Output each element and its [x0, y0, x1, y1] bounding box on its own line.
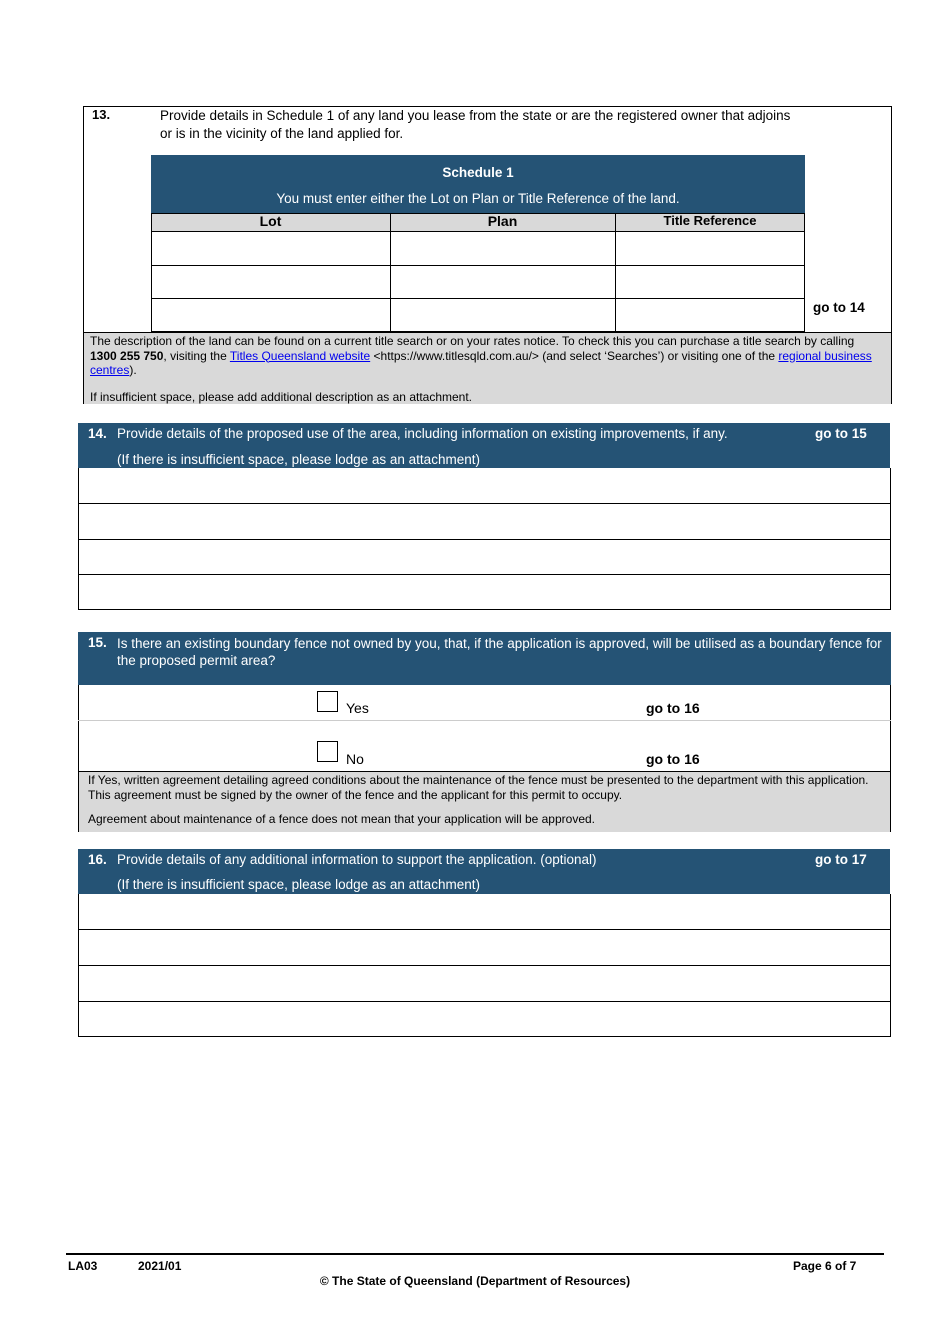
plan-input-2[interactable]: [391, 266, 614, 297]
q14-input-line-1[interactable]: [78, 468, 891, 504]
no-goto: go to 16: [646, 751, 700, 767]
q16-goto: go to 17: [815, 852, 867, 867]
q15-note-1: If Yes, written agreement detailing agreed conditions about the maintenance of the fence must be presented to the department with this application. This agreement must be signed by the owner of the fence and the applicant for this permit to occupy.: [88, 773, 869, 802]
column-plan: Plan: [487, 213, 518, 229]
q15-question: Is there an existing boundary fence not owned by you, that, if the application is approved, will be utilised as a boundary fence for the proposed permit area?: [117, 636, 882, 668]
q16-input-line-3[interactable]: [78, 966, 891, 1002]
yes-label: Yes: [346, 700, 369, 716]
q13-note-text: The description of the land can be found on a current title search or on your rates notice. To check this you can purchase a title search by calling 1300 255 750, visiting the Titles Queensland website <https://www.titlesqld.com.au/> (and select ‘Searches’) or visiting one of the regional business centres).: [90, 334, 872, 377]
plan-input-3[interactable]: [391, 299, 614, 331]
q13-number: 13.: [92, 107, 111, 122]
footer-rule: [66, 1253, 884, 1255]
no-checkbox[interactable]: [317, 741, 338, 762]
lot-input-3[interactable]: [152, 299, 389, 331]
q14-goto: go to 15: [815, 426, 867, 441]
q14-subtext: (If there is insufficient space, please lodge as an attachment): [117, 452, 480, 467]
footer-form-code: LA03: [68, 1259, 98, 1273]
regional-business-centres-link[interactable]: regional business centres: [90, 348, 872, 377]
title-reference-input-3[interactable]: [616, 299, 804, 331]
q14-input-line-2[interactable]: [78, 504, 891, 540]
q16-input-line-2[interactable]: [78, 930, 891, 966]
divider: [78, 720, 891, 721]
yes-checkbox[interactable]: [317, 691, 338, 712]
lot-input-2[interactable]: [152, 266, 389, 297]
q16-subtext: (If there is insufficient space, please lodge as an attachment): [117, 877, 480, 892]
titles-queensland-link[interactable]: Titles Queensland website: [229, 348, 371, 363]
q15-note-2: Agreement about maintenance of a fence does not mean that your application will be approved.: [88, 812, 595, 826]
q14-input-line-4[interactable]: [78, 575, 891, 609]
footer-page-number: Page 6 of 7: [793, 1259, 857, 1273]
schedule-1-subtitle: You must enter either the Lot on Plan or Title Reference of the land.: [276, 191, 680, 206]
no-label: No: [346, 751, 364, 767]
q16-number: 16.: [88, 852, 107, 867]
q14-input-line-3[interactable]: [78, 540, 891, 575]
q14-question: Provide details of the proposed use of the area, including information on existing improvements, if any.: [117, 426, 728, 441]
q13-note-2: If insufficient space, please add additional description as an attachment.: [90, 390, 473, 404]
title-reference-input-2[interactable]: [616, 266, 804, 297]
footer-version: 2021/01: [138, 1259, 182, 1273]
q13-question: Provide details in Schedule 1 of any land you lease from the state or are the registered owner that adjoins or is in the vicinity of the land applied for.: [160, 108, 791, 141]
q13-goto: go to 14: [813, 300, 865, 315]
column-lot: Lot: [259, 213, 282, 229]
column-title-reference: Title Reference: [663, 213, 757, 228]
q16-input-line-1[interactable]: [78, 894, 891, 930]
q16-input-line-4[interactable]: [78, 1002, 891, 1036]
plan-input-1[interactable]: [391, 232, 614, 264]
q14-number: 14.: [88, 426, 107, 441]
title-reference-input-1[interactable]: [616, 232, 804, 264]
q16-question: Provide details of any additional information to support the application. (optional): [117, 852, 597, 867]
yes-goto: go to 16: [646, 700, 700, 716]
schedule-1-title: Schedule 1: [442, 165, 514, 180]
q15-number: 15.: [88, 635, 107, 650]
footer-copyright: © The State of Queensland (Department of Resources): [319, 1274, 631, 1288]
lot-input-1[interactable]: [152, 232, 389, 264]
